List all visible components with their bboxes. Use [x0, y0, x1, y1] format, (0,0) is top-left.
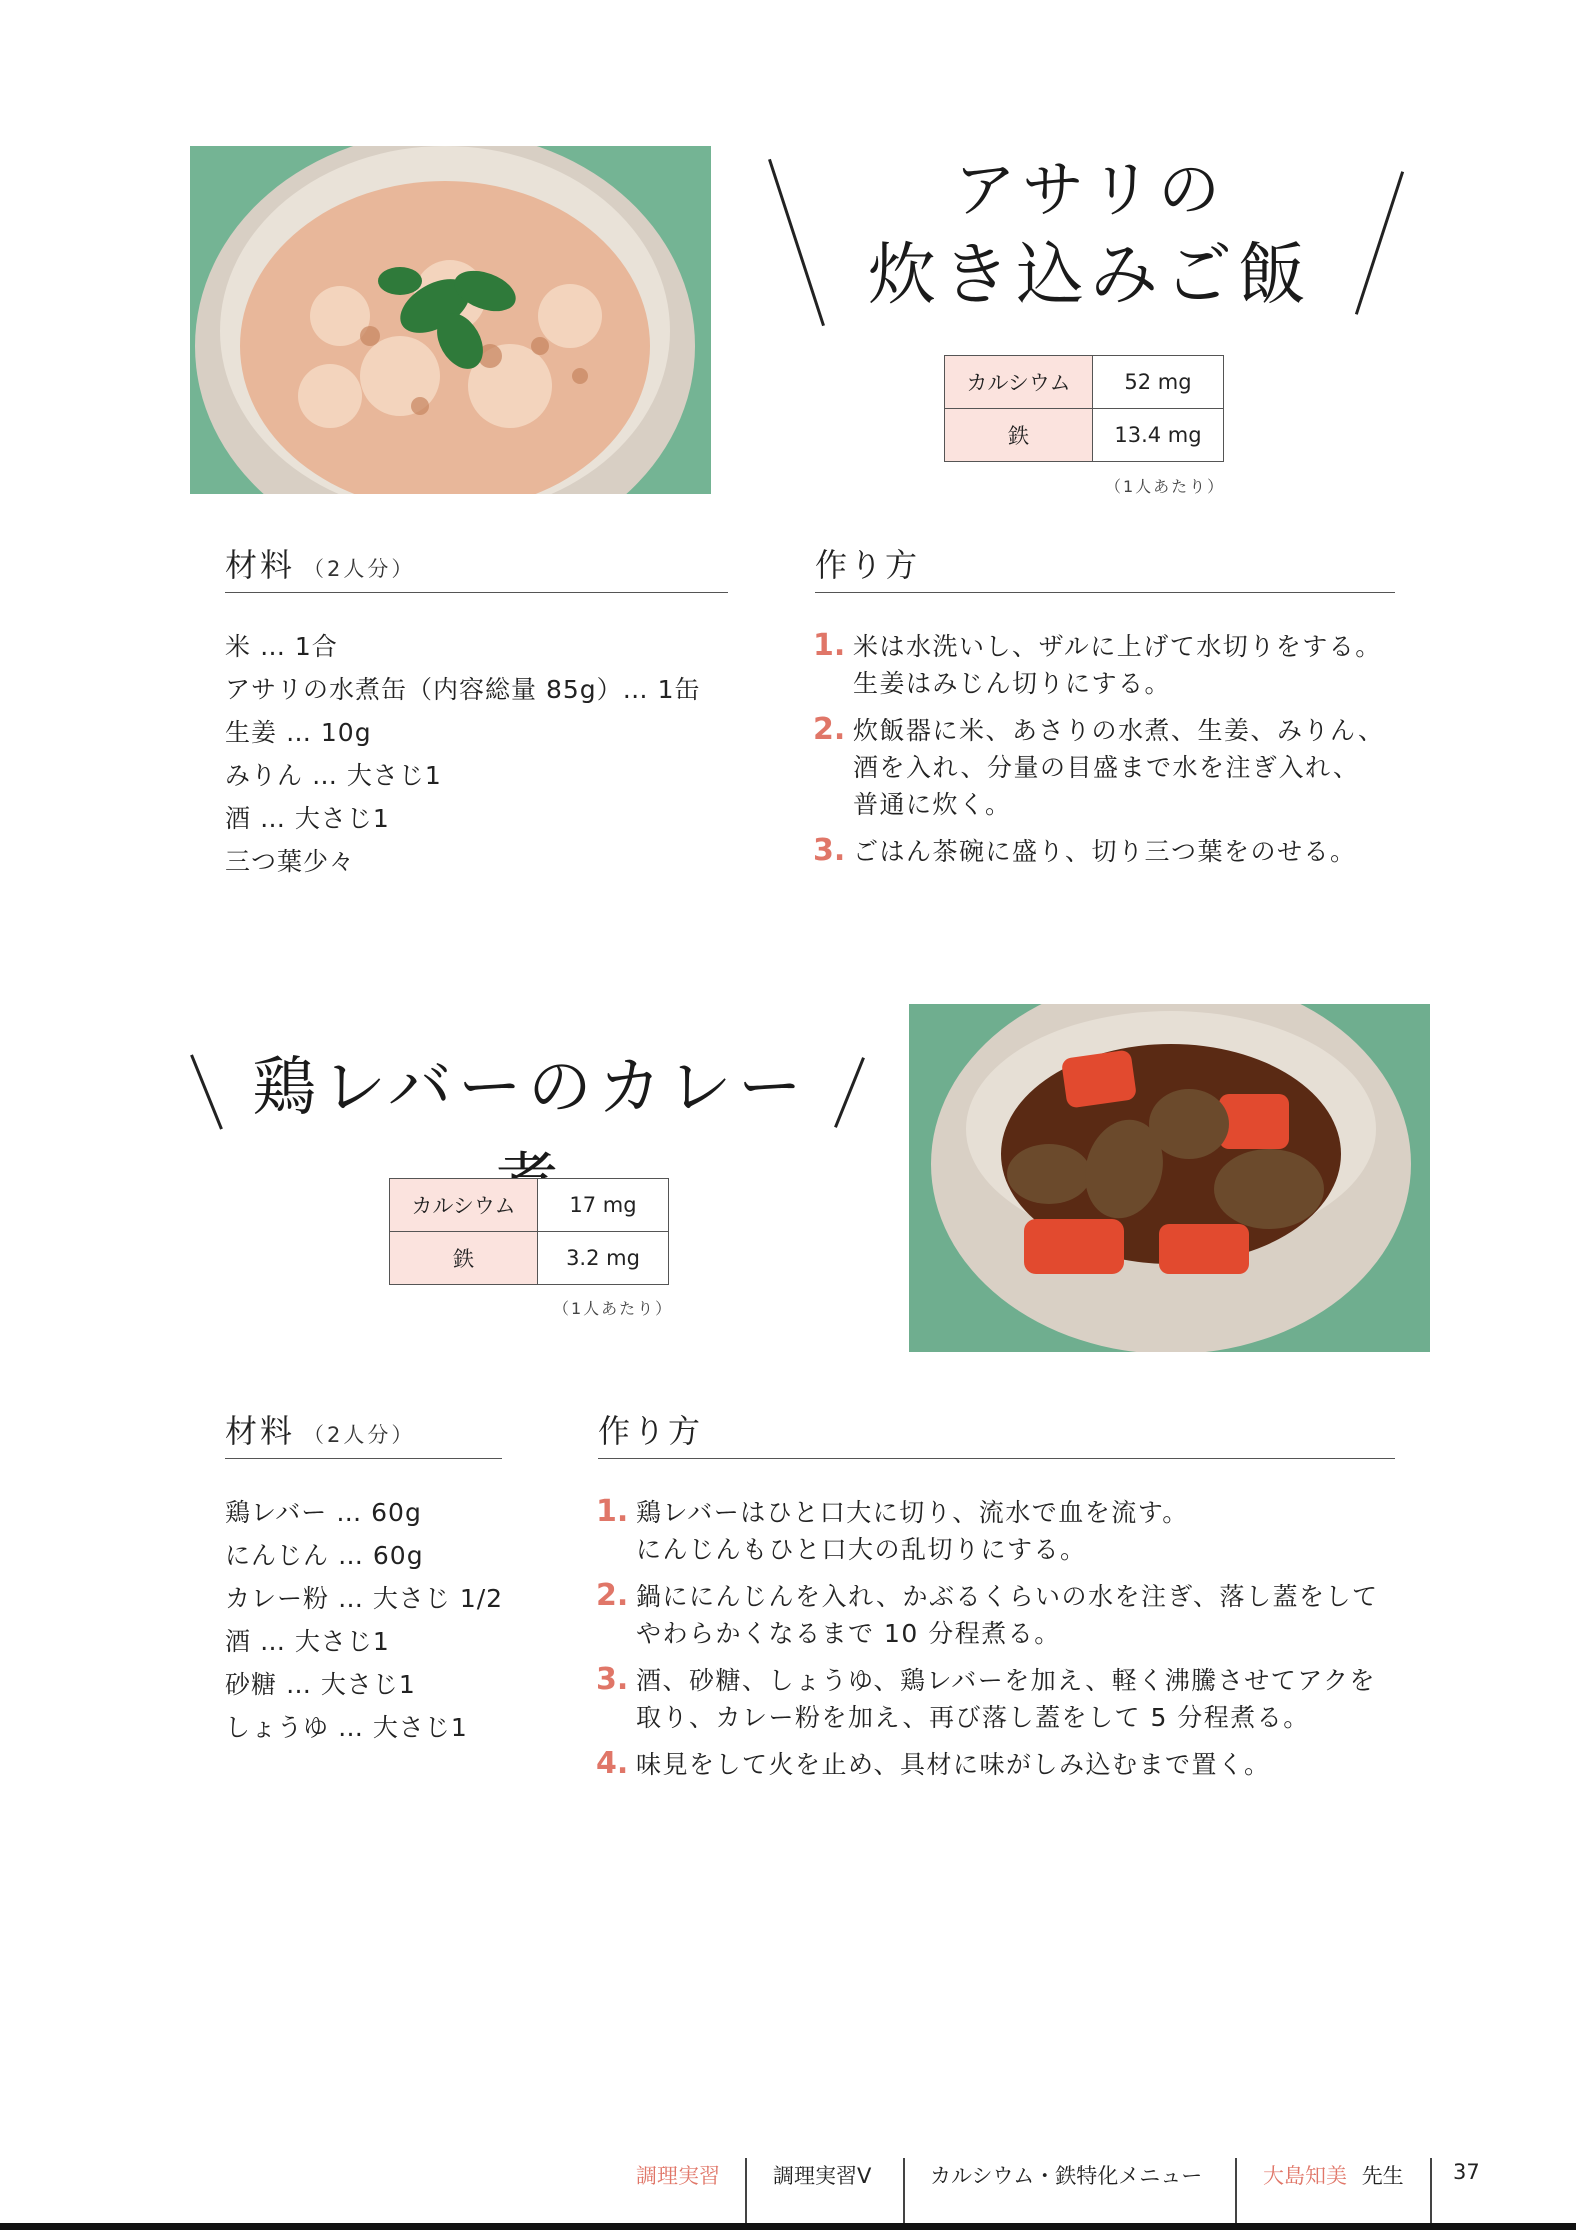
method-heading: 作り方	[815, 546, 921, 584]
servings-note: （2人分）	[303, 1423, 416, 1447]
step-line: 生姜はみじん切りにする。	[853, 669, 1172, 698]
ingredient-item: しょうゆ … 大さじ1	[225, 1713, 468, 1742]
recipe1-title-line1: アサリの	[953, 153, 1226, 226]
ingredient-item: カレー粉 … 大さじ 1/2	[225, 1584, 504, 1613]
recipe1-method-header	[815, 540, 1395, 593]
step-line: ごはん茶碗に盛り、切り三つ葉をのせる。	[853, 837, 1357, 866]
step-number: 1.	[596, 1494, 629, 1529]
step-item	[596, 1578, 1416, 1652]
title-slash-right	[834, 1057, 865, 1128]
ingredients-heading: 材料	[225, 1412, 296, 1450]
step-item	[813, 628, 1413, 702]
method-heading: 作り方	[598, 1412, 704, 1450]
step-number: 2.	[813, 712, 846, 747]
step-line: 取り、カレー粉を加え、再び落し蓋をして 5 分程煮る。	[636, 1703, 1310, 1732]
step-item	[596, 1746, 1416, 1783]
nutrition-row	[390, 1232, 669, 1285]
step-line: 炊飯器に米、あさりの水煮、生姜、みりん、	[853, 716, 1385, 745]
footer-divider	[1235, 2158, 1237, 2230]
recipe2-title: 鶏レバーのカレー	[252, 1051, 808, 1125]
title-slash-right	[1355, 171, 1404, 315]
step-line: 普通に炊く。	[853, 790, 1012, 819]
ingredient-item: 砂糖 … 大さじ1	[225, 1670, 416, 1699]
recipe1-nutrition-table	[944, 355, 1224, 462]
page-number: 37	[1453, 2160, 1480, 2184]
step-line: やわらかくなるまで 10 分程煮る。	[636, 1619, 1061, 1648]
nutrient-value: 17 mg	[538, 1179, 669, 1232]
page-footer	[0, 2130, 1576, 2230]
footer-topic: カルシウム・鉄特化メニュー	[930, 2164, 1203, 2188]
nutrient-value: 13.4 mg	[1093, 409, 1224, 462]
ingredient-item: 酒 … 大さじ1	[225, 1627, 390, 1656]
ingredient-item: 三つ葉少々	[225, 847, 356, 876]
recipe1-title-line2: 炊き込みご飯	[867, 236, 1312, 315]
step-line: 鶏レバーはひと口大に切り、流水で血を流す。	[636, 1498, 1189, 1527]
step-item	[596, 1494, 1416, 1568]
chicken-liver-curry-photo	[909, 1004, 1430, 1352]
ingredient-item: 鶏レバー … 60g	[225, 1498, 422, 1527]
step-line: 酒、砂糖、しょうゆ、鶏レバーを加え、軽く沸騰させてアクを	[636, 1666, 1377, 1695]
nutrition-row	[945, 356, 1224, 409]
servings-note: （2人分）	[303, 557, 416, 581]
step-item	[596, 1662, 1416, 1736]
footer-category: 調理実習	[636, 2164, 720, 2188]
nutrient-value: 52 mg	[1093, 356, 1224, 409]
title-slash-left	[768, 159, 825, 326]
ingredient-item: みりん … 大さじ1	[225, 761, 442, 790]
ingredient-item: 生姜 … 10g	[225, 718, 372, 747]
recipe1-steps	[813, 628, 1413, 880]
nutrient-label: カルシウム	[390, 1179, 538, 1232]
step-line: 鍋ににんじんを入れ、かぶるくらいの水を注ぎ、落し蓋をして	[636, 1582, 1379, 1611]
clam-rice-photo	[190, 146, 711, 494]
recipe2-steps	[596, 1494, 1416, 1793]
step-text	[636, 1578, 1379, 1652]
recipe1-ingredient-list	[225, 625, 700, 883]
footer-divider	[1430, 2158, 1432, 2230]
ingredients-heading: 材料	[225, 546, 296, 584]
recipe2-ingredients-header	[225, 1406, 502, 1459]
step-text	[636, 1662, 1376, 1736]
nutrition-row	[390, 1179, 669, 1232]
nutrient-label: カルシウム	[945, 356, 1093, 409]
nutrient-label: 鉄	[390, 1232, 538, 1285]
step-number: 4.	[596, 1746, 629, 1781]
footer-course: 調理実習Ⅴ	[773, 2164, 872, 2188]
bottom-bar	[0, 2223, 1576, 2230]
step-item	[813, 833, 1413, 870]
recipe2-per-person-note: （1人あたり）	[553, 1299, 674, 1318]
ingredient-item: 米 … 1合	[225, 632, 338, 661]
step-text	[853, 628, 1382, 702]
step-line: 米は水洗いし、ザルに上げて水切りをする。	[853, 632, 1382, 661]
step-item	[813, 712, 1413, 823]
ingredient-item: にんじん … 60g	[225, 1541, 424, 1570]
teacher-name: 大島知美	[1263, 2164, 1347, 2188]
footer-divider	[745, 2158, 747, 2230]
footer-divider	[903, 2158, 905, 2230]
step-line: 酒を入れ、分量の目盛まで水を注ぎ入れ、	[853, 753, 1360, 782]
step-number: 1.	[813, 628, 846, 663]
recipe2-method-header	[598, 1406, 1395, 1459]
ingredient-item: 酒 … 大さじ1	[225, 804, 390, 833]
footer-teacher	[1263, 2160, 1404, 2190]
step-text	[636, 1746, 1271, 1783]
recipe2-ingredient-list	[225, 1491, 503, 1749]
recipe2-nutrition-table	[389, 1178, 669, 1285]
step-number: 2.	[596, 1578, 629, 1613]
recipe1-title	[830, 150, 1350, 322]
step-line: 味見をして火を止め、具材に味がしみ込むまで置く。	[636, 1750, 1271, 1779]
teacher-honorific: 先生	[1361, 2164, 1404, 2188]
title-slash-left	[190, 1054, 223, 1129]
recipe1-ingredients-header	[225, 540, 728, 593]
step-text	[636, 1494, 1189, 1568]
step-number: 3.	[813, 833, 846, 868]
recipe1-per-person-note: （1人あたり）	[1105, 477, 1226, 496]
step-text	[853, 712, 1385, 823]
nutrient-value: 3.2 mg	[538, 1232, 669, 1285]
step-text	[853, 833, 1357, 870]
step-number: 3.	[596, 1662, 629, 1697]
ingredient-item: アサリの水煮缶（内容総量 85g）… 1缶	[225, 675, 701, 704]
nutrition-row	[945, 409, 1224, 462]
nutrient-label: 鉄	[945, 409, 1093, 462]
step-line: にんじんもひと口大の乱切りにする。	[636, 1535, 1087, 1564]
